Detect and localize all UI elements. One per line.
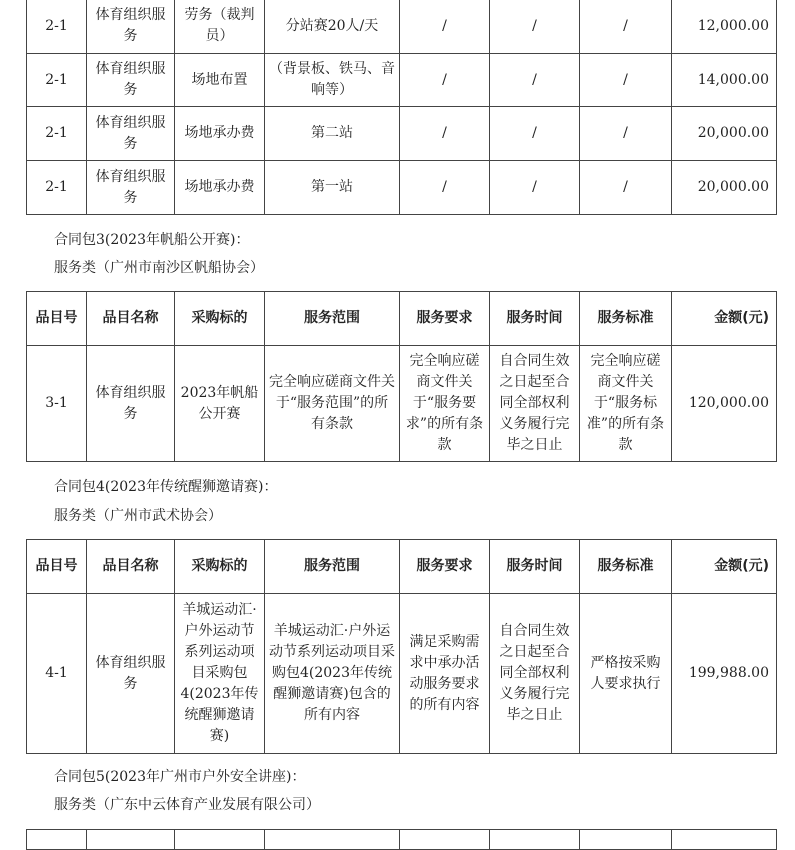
header-service-scope: 服务范围 <box>265 540 400 594</box>
service-requirement: / <box>400 161 490 215</box>
package5-category: 服务类（广东中云体育产业发展有限公司） <box>54 797 320 813</box>
table-row <box>27 161 777 215</box>
item-no: 3-1 <box>27 346 87 462</box>
service-standard: 严格按采购人要求执行 <box>580 594 672 754</box>
item-name: 体育组织服务 <box>87 161 175 215</box>
table-row <box>27 346 777 462</box>
service-standard: / <box>580 107 672 161</box>
table-header-row <box>27 540 777 594</box>
procurement-target: 场地承办费 <box>175 161 265 215</box>
service-requirement: / <box>400 54 490 107</box>
procurement-target: 2023年帆船公开赛 <box>175 346 265 462</box>
header-item-no: 品目号 <box>27 540 87 594</box>
table-package2-continued <box>26 0 777 215</box>
service-standard: / <box>580 0 672 54</box>
header-service-time: 服务时间 <box>490 292 580 346</box>
amount: 199,988.00 <box>672 594 777 754</box>
item-no: 2-1 <box>27 54 87 107</box>
service-time: 自合同生效之日起至合同全部权利义务履行完毕之日止 <box>490 346 580 462</box>
package5-title: 合同包5(2023年广州市户外安全讲座)： <box>54 769 306 785</box>
header-service-requirement: 服务要求 <box>400 540 490 594</box>
table-row <box>27 107 777 161</box>
header-item-no: 品目号 <box>27 292 87 346</box>
amount: 14,000.00 <box>672 54 777 107</box>
package4-title: 合同包4(2023年传统醒狮邀请赛)： <box>54 479 278 495</box>
header-service-standard: 服务标准 <box>580 540 672 594</box>
procurement-target: 场地布置 <box>175 54 265 107</box>
header-service-requirement: 服务要求 <box>400 292 490 346</box>
amount: 20,000.00 <box>672 161 777 215</box>
procurement-target: 劳务（裁判员） <box>175 0 265 54</box>
item-name: 体育组织服务 <box>87 594 175 754</box>
header-service-standard: 服务标准 <box>580 292 672 346</box>
service-scope: 羊城运动汇·户外运动节系列运动项目采购包4(2023年传统醒狮邀请赛)包含的所有内容 <box>265 594 400 754</box>
service-requirement: 满足采购需求中承办活动服务要求的所有内容 <box>400 594 490 754</box>
service-requirement: 完全响应磋商文件关于“服务要求”的所有条款 <box>400 346 490 462</box>
table-package4 <box>26 539 777 754</box>
header-service-time: 服务时间 <box>490 540 580 594</box>
service-time: / <box>490 0 580 54</box>
service-standard: / <box>580 161 672 215</box>
service-requirement: / <box>400 107 490 161</box>
service-scope: （背景板、铁马、音响等） <box>265 54 400 107</box>
header-procurement-target: 采购标的 <box>175 540 265 594</box>
package4-category: 服务类（广州市武术协会） <box>54 508 222 524</box>
header-amount: 金额(元) <box>672 292 777 346</box>
package3-category: 服务类（广州市南沙区帆船协会） <box>54 260 264 276</box>
item-no: 4-1 <box>27 594 87 754</box>
item-name: 体育组织服务 <box>87 0 175 54</box>
header-procurement-target: 采购标的 <box>175 292 265 346</box>
procurement-target: 场地承办费 <box>175 107 265 161</box>
item-no: 2-1 <box>27 107 87 161</box>
header-amount: 金额(元) <box>672 540 777 594</box>
item-no: 2-1 <box>27 161 87 215</box>
service-time: / <box>490 107 580 161</box>
service-scope: 分站赛20人/天 <box>265 0 400 54</box>
table-row <box>27 54 777 107</box>
service-time: 自合同生效之日起至合同全部权利义务履行完毕之日止 <box>490 594 580 754</box>
service-standard: / <box>580 54 672 107</box>
item-no: 2-1 <box>27 0 87 54</box>
header-service-scope: 服务范围 <box>265 292 400 346</box>
table-package3 <box>26 291 777 462</box>
procurement-target: 羊城运动汇·户外运动节系列运动项目采购包4(2023年传统醒狮邀请赛) <box>175 594 265 754</box>
table-row <box>27 0 777 54</box>
service-scope: 第二站 <box>265 107 400 161</box>
service-standard: 完全响应磋商文件关于“服务标准”的所有条款 <box>580 346 672 462</box>
service-scope: 完全响应磋商文件关于“服务范围”的所有条款 <box>265 346 400 462</box>
service-time: / <box>490 54 580 107</box>
amount: 120,000.00 <box>672 346 777 462</box>
item-name: 体育组织服务 <box>87 346 175 462</box>
header-item-name: 品目名称 <box>87 540 175 594</box>
amount: 20,000.00 <box>672 107 777 161</box>
service-time: / <box>490 161 580 215</box>
table-package5-partial <box>26 829 777 850</box>
amount: 12,000.00 <box>672 0 777 54</box>
service-scope: 第一站 <box>265 161 400 215</box>
item-name: 体育组织服务 <box>87 107 175 161</box>
header-item-name: 品目名称 <box>87 292 175 346</box>
table-row <box>27 594 777 754</box>
table-header-row <box>27 292 777 346</box>
item-name: 体育组织服务 <box>87 54 175 107</box>
service-requirement: / <box>400 0 490 54</box>
package3-title: 合同包3(2023年帆船公开赛)： <box>54 232 250 248</box>
